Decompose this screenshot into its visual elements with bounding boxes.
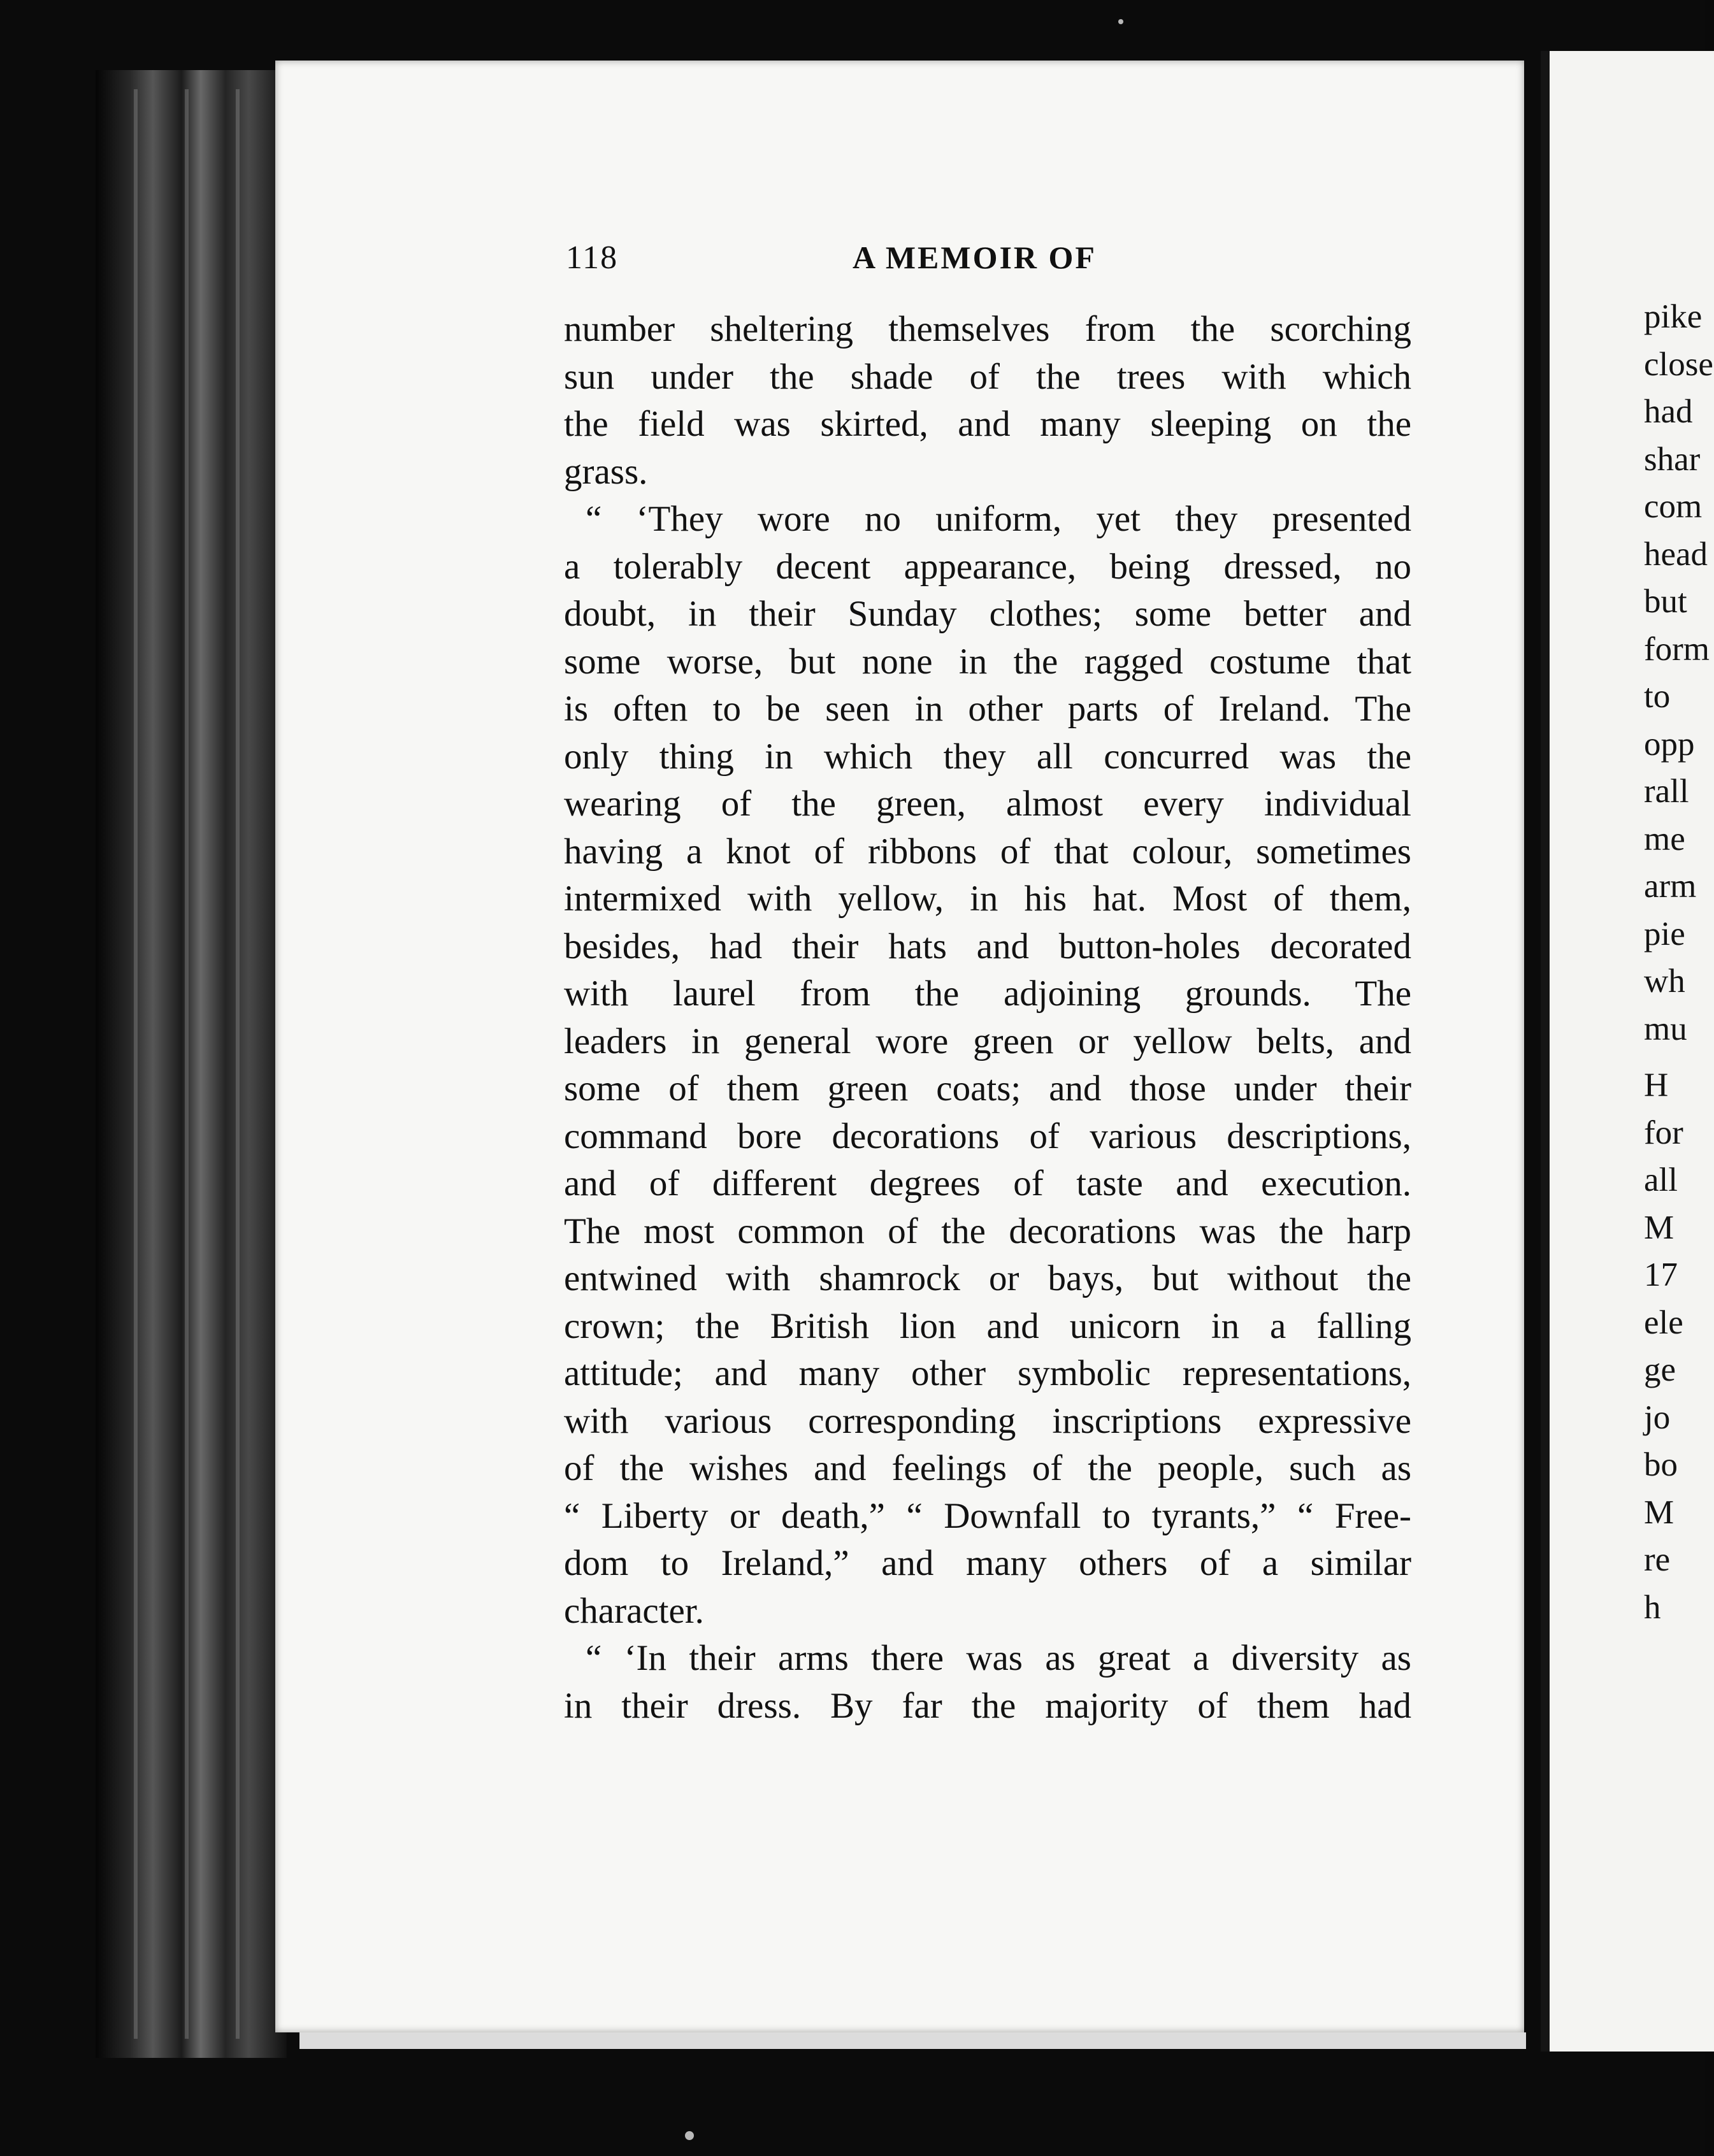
fragment-line: for xyxy=(1644,1114,1683,1151)
text-line: sun under the shade of the trees with which xyxy=(564,356,1411,397)
fragment-line: re xyxy=(1644,1541,1671,1578)
spine-streak xyxy=(185,89,189,2039)
text-line: “ ‘In their arms there was as great a diversity as xyxy=(586,1638,1411,1678)
text-line: leaders in general wore green or yellow belts, and xyxy=(564,1021,1411,1061)
text-line: with various corresponding inscriptions expressive xyxy=(564,1400,1411,1441)
running-head xyxy=(566,239,1394,284)
text-line: wearing of the green, almost every individual xyxy=(564,784,1411,824)
fragment-line: pie xyxy=(1644,915,1685,952)
fragment-line: com xyxy=(1644,488,1703,525)
scan-speck xyxy=(1118,19,1123,24)
fragment-line: opp xyxy=(1644,725,1695,763)
text-line: of the wishes and feelings of the people, such as xyxy=(564,1448,1411,1488)
text-line: command bore decorations of various descriptions, xyxy=(564,1116,1411,1156)
text-line: besides, had their hats and button-holes decorated xyxy=(564,926,1411,967)
text-line: “ ‘They wore no uniform, yet they presented xyxy=(586,499,1411,539)
spine-streak xyxy=(236,89,240,2039)
text-line: a tolerably decent appearance, being dressed, no xyxy=(564,546,1411,587)
fragment-line: had xyxy=(1644,393,1693,430)
fragment-line: H xyxy=(1644,1067,1669,1103)
text-line: grass. xyxy=(564,451,648,492)
text-line: doubt, in their Sunday clothes; some better and xyxy=(564,594,1411,634)
fragment-line: but xyxy=(1644,583,1687,620)
text-line: in their dress. By far the majority of them had xyxy=(564,1685,1411,1726)
left-page-bottom-edge xyxy=(299,2032,1526,2049)
running-head-title: A MEMOIR OF xyxy=(853,240,1097,275)
fragment-line: ge xyxy=(1644,1351,1676,1388)
fragment-line: rall xyxy=(1644,773,1689,810)
fragment-line: wh xyxy=(1644,963,1685,1000)
text-line: number sheltering themselves from the scorching xyxy=(564,309,1411,349)
text-line: intermixed with yellow, in his hat. Most of them, xyxy=(564,879,1411,919)
text-line: some worse, but none in the ragged costume that xyxy=(564,641,1411,682)
page-number: 118 xyxy=(566,240,619,276)
text-line: is often to be seen in other parts of Ireland. The xyxy=(564,689,1411,729)
text-line: “ Liberty or death,” “ Downfall to tyrants,” “ Free- xyxy=(564,1495,1411,1536)
text-line: entwined with shamrock or bays, but without the xyxy=(564,1258,1411,1298)
fragment-line: all xyxy=(1644,1161,1678,1198)
fragment-line: mu xyxy=(1644,1010,1687,1047)
text-line: dom to Ireland,” and many others of a similar xyxy=(564,1543,1411,1583)
text-line: and of different degrees of taste and execution. xyxy=(564,1163,1411,1204)
fragment-line: M xyxy=(1644,1209,1674,1246)
fragment-line: h xyxy=(1644,1588,1661,1626)
fragment-line: close xyxy=(1644,345,1713,383)
text-line: The most common of the decorations was the harp xyxy=(564,1211,1411,1251)
fragment-line: bo xyxy=(1644,1446,1678,1483)
fragment-line: ele xyxy=(1644,1304,1683,1341)
scan-speck xyxy=(685,2131,694,2140)
book-spine-edge xyxy=(96,70,287,2058)
facing-page-fragments xyxy=(1644,293,1713,1631)
fragment-line: jo xyxy=(1644,1398,1671,1436)
text-line: crown; the British lion and unicorn in a falling xyxy=(564,1305,1411,1346)
text-line: only thing in which they all concurred was the xyxy=(564,736,1411,777)
fragment-line: me xyxy=(1644,820,1685,858)
fragment-line: form xyxy=(1644,630,1710,668)
fragment-line: head xyxy=(1644,535,1708,573)
text-line: with laurel from the adjoining grounds. The xyxy=(564,974,1411,1014)
text-line: having a knot of ribbons of that colour, sometimes xyxy=(564,831,1411,872)
fragment-line: pike xyxy=(1644,298,1703,335)
spine-streak xyxy=(134,89,138,2039)
fragment-line: M xyxy=(1644,1493,1674,1531)
text-line: character. xyxy=(564,1590,704,1631)
fragment-line: 17 xyxy=(1644,1256,1678,1293)
text-line: some of them green coats; and those under their xyxy=(564,1068,1411,1109)
text-line: attitude; and many other symbolic representations, xyxy=(564,1353,1411,1393)
fragment-line: arm xyxy=(1644,868,1697,905)
fragment-line: to xyxy=(1644,678,1671,715)
text-line: the field was skirted, and many sleeping on the xyxy=(564,404,1411,444)
fragment-line: shar xyxy=(1644,440,1701,478)
body-text xyxy=(564,306,1411,1730)
